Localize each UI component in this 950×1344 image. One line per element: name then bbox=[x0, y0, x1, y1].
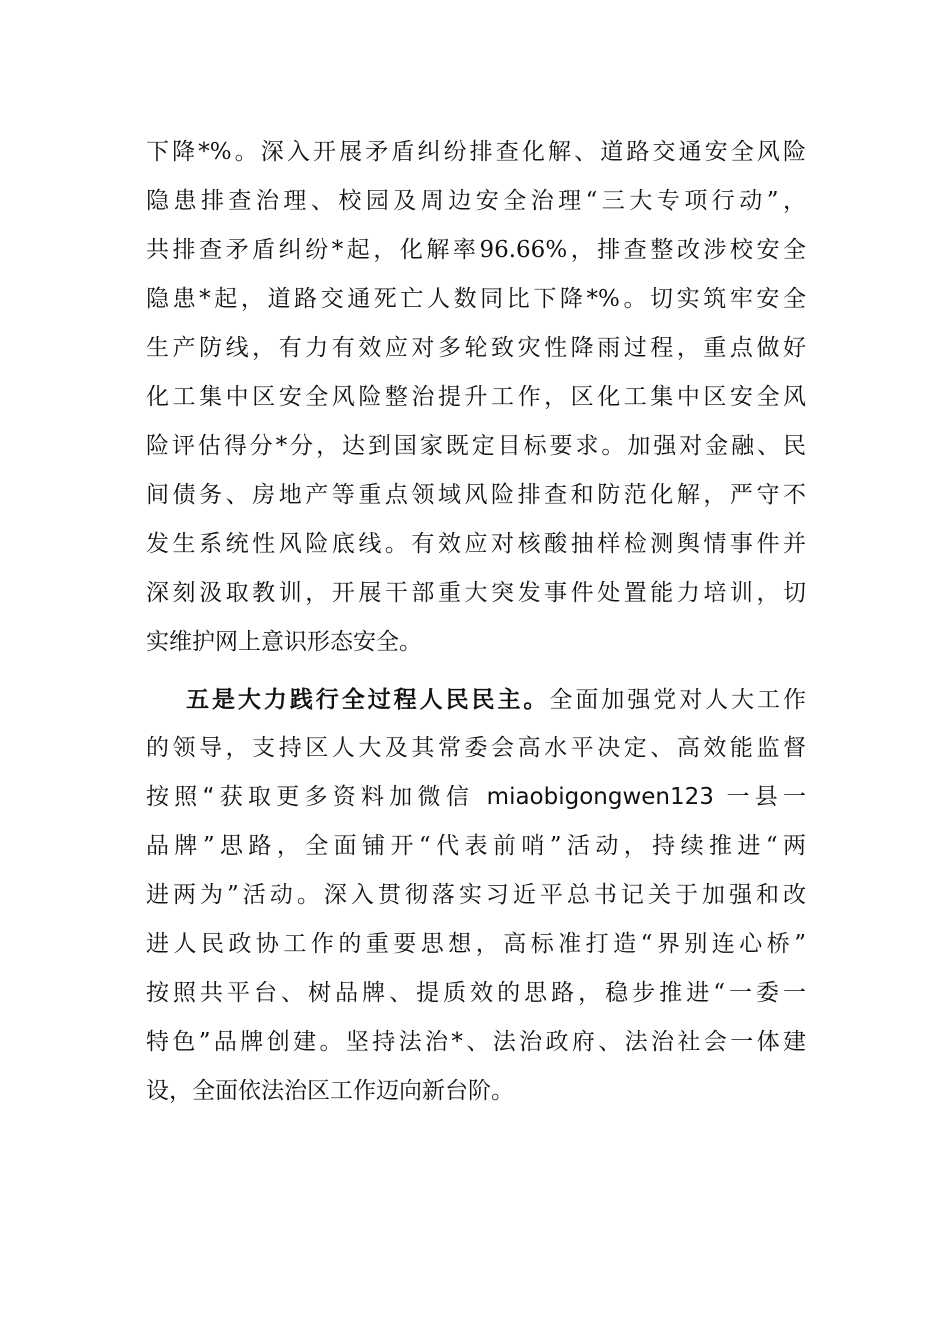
text-line: 进人民政协工作的重要思想，高标准打造“界别连心桥” bbox=[146, 931, 806, 957]
text-line: 隐患*起，道路交通死亡人数同比下降*%。切实筑牢安全 bbox=[146, 286, 806, 312]
text-line: 品牌”思路，全面铺开“代表前哨”活动，持续推进“两 bbox=[146, 833, 806, 859]
text-span: 按照 bbox=[146, 784, 203, 810]
paragraph-first-line bbox=[146, 675, 806, 724]
text-span: 全面加强党对人大工作 bbox=[549, 687, 807, 713]
text-line: 特色”品牌创建。坚持法治*、法治政府、法治社会一体建 bbox=[146, 1029, 806, 1055]
text-line: 的领导，支持区人大及其常委会高水平决定、高效能监督 bbox=[146, 735, 806, 761]
text-span: 一县一 bbox=[726, 784, 807, 810]
text-line: 共排查矛盾纠纷*起，化解率96.66%，排查整改涉校安全 bbox=[146, 237, 806, 263]
text-line: 深刻汲取教训，开展干部重大突发事件处置能力培训，切 bbox=[146, 580, 806, 606]
text-line-with-watermark bbox=[146, 773, 806, 822]
text-line: 险评估得分*分，达到国家既定目标要求。加强对金融、民 bbox=[146, 433, 806, 459]
text-line: 进两为”活动。深入贯彻落实习近平总书记关于加强和改 bbox=[146, 882, 806, 908]
watermark-text: “获取更多资料加微信 miaobigongwen123 bbox=[202, 784, 714, 810]
text-line: 间债务、房地产等重点领域风险排查和防范化解，严守不 bbox=[146, 482, 806, 508]
text-line: 隐患排查治理、校园及周边安全治理“三大专项行动”， bbox=[146, 188, 806, 214]
text-line: 化工集中区安全风险整治提升工作，区化工集中区安全风 bbox=[146, 384, 806, 410]
text-line: 生产防线，有力有效应对多轮致灾性降雨过程，重点做好 bbox=[146, 335, 806, 361]
paragraph-heading: 五是大力践行全过程人民民主。 bbox=[186, 686, 550, 713]
text-line: 发生系统性风险底线。有效应对核酸抽样检测舆情事件并 bbox=[146, 531, 806, 557]
text-line: 下降*%。深入开展矛盾纠纷排查化解、道路交通安全风险 bbox=[146, 139, 806, 165]
text-line: 设，全面依法治区工作迈向新台阶。 bbox=[146, 1078, 514, 1104]
body-text bbox=[146, 128, 806, 1116]
text-line: 按照共平台、树品牌、提质效的思路，稳步推进“一委一 bbox=[146, 980, 806, 1006]
text-line: 实维护网上意识形态安全。 bbox=[146, 629, 422, 655]
